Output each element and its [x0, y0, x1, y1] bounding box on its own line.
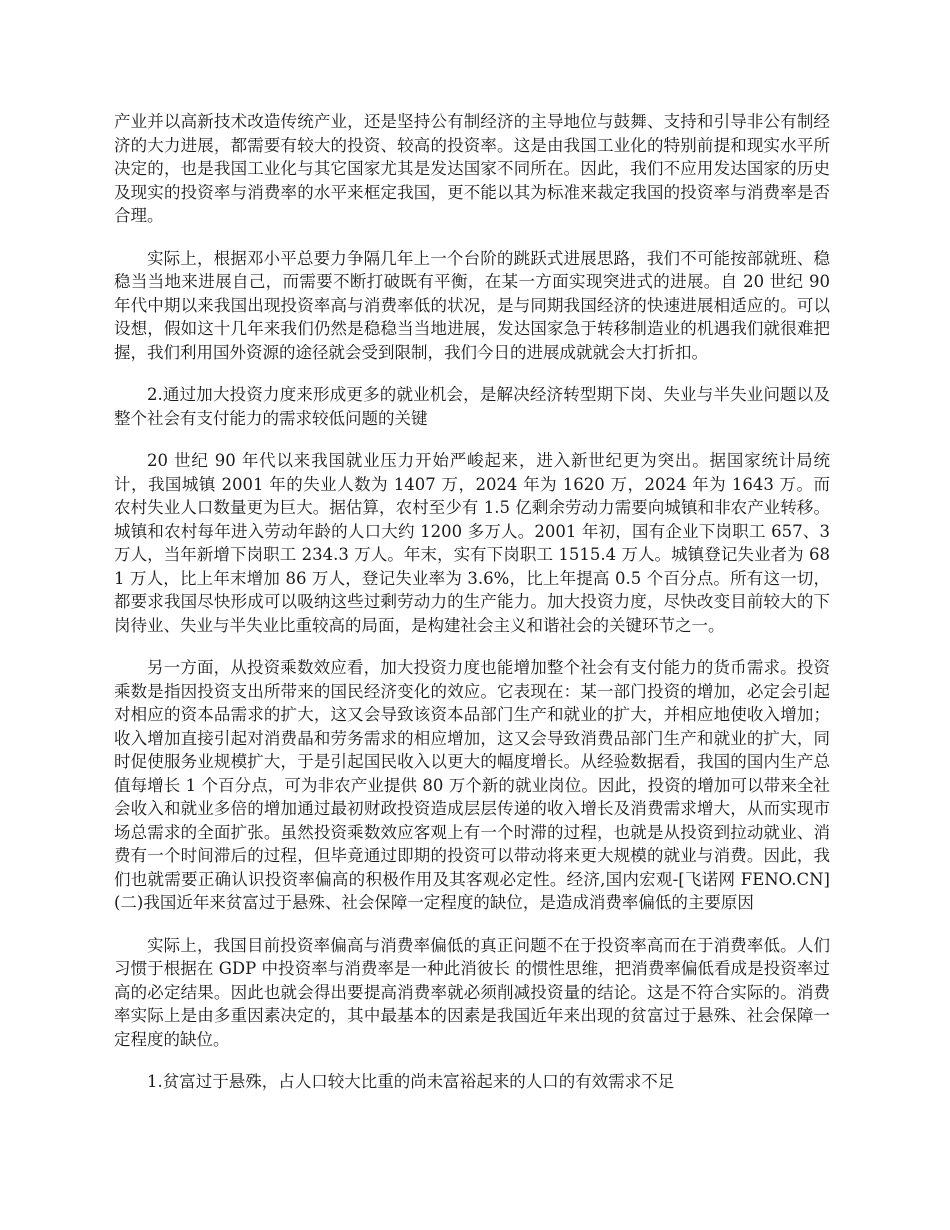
section-heading-1: 1.贫富过于悬殊，占人口较大比重的尚未富裕起来的人口的有效需求不足: [147, 1072, 675, 1091]
section-heading-2: 2.通过加大投资力度来形成更多的就业机会，是解决经济转型期下岗、失业与半失业问题以及整个社会有支付能力的需求较低问题的关键: [114, 385, 830, 428]
paragraph-employment: 20 世纪 90 年代以来我国就业压力开始严峻起来，进入新世纪更为突出。据国家统计局统计，我国城镇 2001 年的失业人数为 1407 万，2024 年为 1620 万，2024 年为 1643 万。而农村失业人口数量更为巨大。据估算，农村至少有 1.5 亿剩余劳动力需要向城镇和非农产业转移。城镇和农村每年进入劳动年龄的人口大约 1200 多万人。2001 年初，国有企业下岗职工 657、3 万人，当年新增下岗职工 234.3 万人。年末，实有下岗职工 1515.4 万人。城镇登记失业者为 681 万人，比上年末增加 86 万人，登记失业率为 3.6%，比上年提高 0.5 个百分点。所有这一切，都要求我国尽快形成可以吸纳这些过剩劳动力的生产能力。加大投资力度，尽快改变目前较大的下岗待业、失业与半失业比重较高的局面，是构建社会主义和谐社会的关键环节之一。: [114, 451, 830, 635]
paragraph-consumption: 实际上，我国目前投资率偏高与消费率偏低的真正问题不在于投资率高而在于消费率低。人们习惯于根据在 GDP 中投资率与消费率是一种此消彼长 的惯性思维，把消费率偏低看成是投资率过高的必定结果。因此也就会得出要提高消费率就必须削减投资量的结论。这是不符合实际的。消费率实际上是由多重因素决定的，其中最基本的因素是我国近年来出现的贫富过于悬殊、社会保障一定程度的缺位。: [114, 935, 830, 1049]
paragraph-multiplier: 另一方面，从投资乘数效应看，加大投资力度也能增加整个社会有支付能力的货币需求。投资乘数是指因投资支出所带来的国民经济变化的效应。它表现在：某一部门投资的增加，必定会引起对相应的资本品需求的扩大，这又会导致该资本品部门生产和就业的扩大，并相应地使收入增加；收入增加直接引起对消费晶和劳务需求的相应增加，这又会导致消费品部门生产和就业的扩大，同时促使服务业规模扩大，于是引起国民收入以更大的幅度增长。从经验数据看，我国的国内生产总值每增长 1 个百分点，可为非农产业提供 80 万个新的就业岗位。因此，投资的增加可以带来全社会收入和就业多倍的增加通过最初财政投资造成层层传递的收入增长及消费需求增大，从而实现市场总需求的全面扩张。虽然投资乘数效应客观上有一个时滞的过程，也就是从投资到拉动就业、消费有一个时间滞后的过程，但毕竟通过即期的投资可以带动将来更大规模的就业与消费。因此，我们也就需要正确认识投资率偏高的积极作用及其客观必定性。经济,国内宏观-[飞诺网 FENO.CN] (二)我国近年来贫富过于悬殊、社会保障一定程度的缺位，是造成消费率偏低的主要原因: [114, 658, 847, 912]
paragraph-2: 实际上，根据邓小平总要力争隔几年上一个台阶的跳跃式进展思路，我们不可能按部就班、稳稳当当地来进展自己，而需要不断打破既有平衡，在某一方面实现突进式的进展。自 20 世纪 90 年代中期以来我国出现投资率高与消费率低的状况，是与同期我国经济的快速进展相适应的。可以设想，假如这十几年来我们仍然是稳稳当当地进展，发达国家急于转移制造业的机遇我们就很难把握，我们利用国外资源的途径就会受到限制，我们今日的进展成就就会大打折扣。: [114, 248, 830, 362]
paragraph-1: 产业并以高新技术改造传统产业，还是坚持公有制经济的主导地位与鼓舞、支持和引导非公有制经济的大力进展，都需要有较大的投资、较高的投资率。这是由我国工业化的特别前提和现实水平所决定的，也是我国工业化与其它国家尤其是发达国家不同所在。因此，我们不应用发达国家的历史及现实的投资率与消费率的水平来框定我国，更不能以其为标准来裁定我国的投资率与消费率是否合理。: [114, 112, 830, 225]
